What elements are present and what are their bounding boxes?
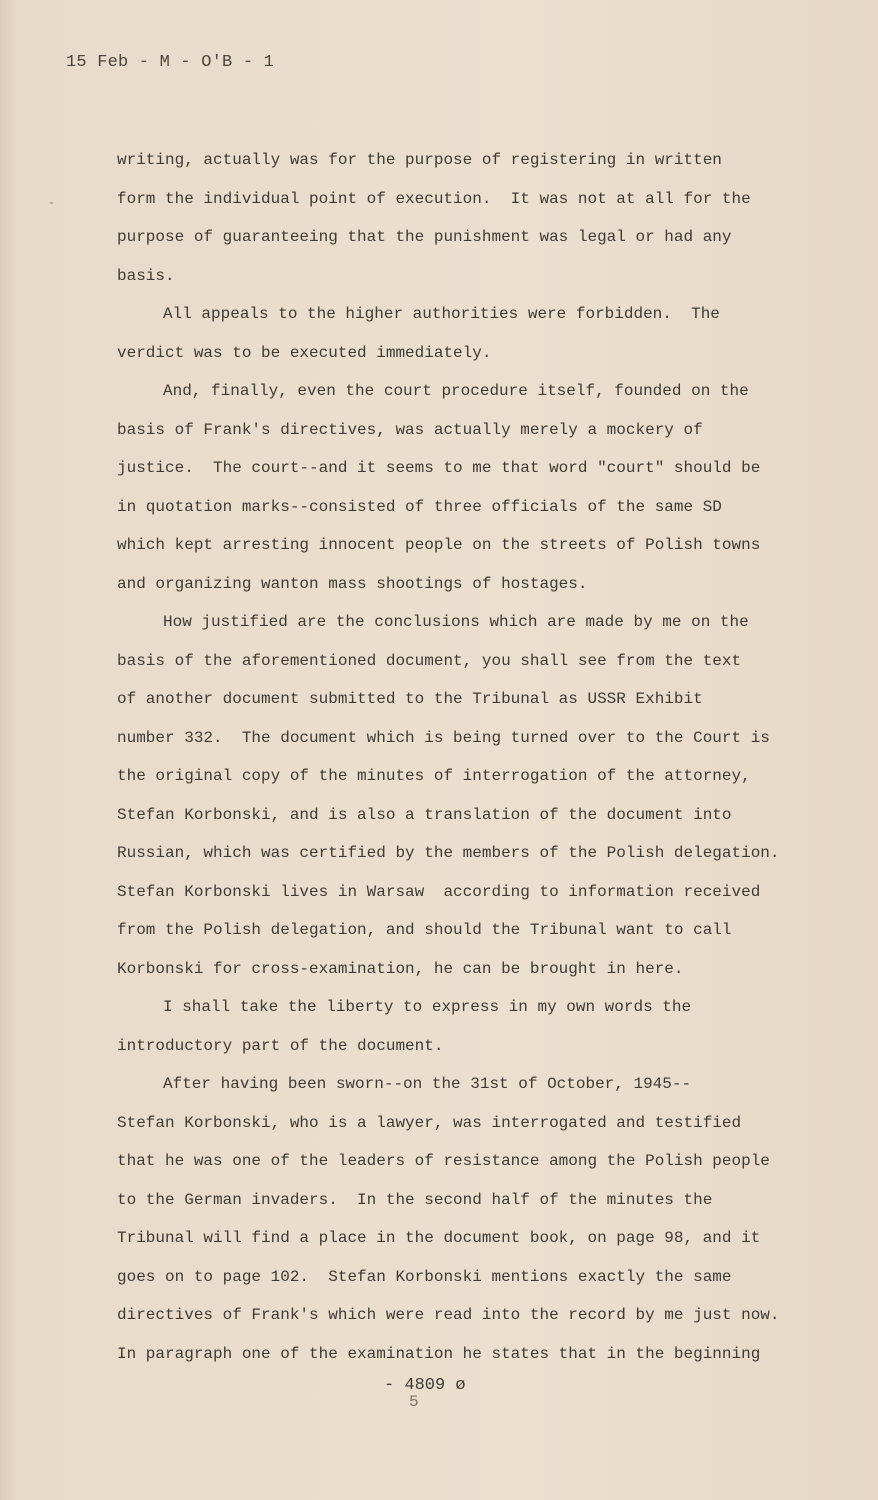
transcript-line: In paragraph one of the examination he states that in the beginning [117, 1344, 761, 1363]
transcript-line: to the German invaders. In the second half of the minutes the [117, 1190, 713, 1209]
transcript-line: in quotation marks--consisted of three officials of the same SD [117, 497, 722, 516]
transcript-line: Korbonski for cross-examination, he can be brought in here. [117, 959, 684, 978]
transcript-line: directives of Frank's which were read into the record by me just now. [117, 1306, 780, 1324]
transcript-line: Stefan Korbonski, and is also a translation of the document into [117, 805, 732, 824]
transcript-line: And, finally, even the court procedure itself, founded on the [163, 382, 749, 400]
transcript-line: of another document submitted to the Tribunal as USSR Exhibit [117, 690, 703, 708]
transcript-line: form the individual point of execution. It was not at all for the [117, 189, 751, 208]
transcript-line: Tribunal will find a place in the document book, on page 98, and it [117, 1229, 761, 1247]
page-number: - 4809 ø [384, 1376, 466, 1395]
margin-mark: - [48, 196, 56, 210]
transcript-line: How justified are the conclusions which are made by me on the [163, 613, 749, 631]
transcript-line: which kept arresting innocent people on the streets of Polish towns [117, 536, 761, 554]
transcript-line: I shall take the liberty to express in my own words the [163, 998, 692, 1016]
transcript-line: writing, actually was for the purpose of registering in written [117, 151, 722, 169]
transcript-line: Russian, which was certified by the members of the Polish delegation. [117, 844, 780, 862]
transcript-line: basis of the aforementioned document, you shall see from the text [117, 651, 742, 670]
transcript-line: basis. [117, 266, 175, 285]
transcript-line: After having been sworn--on the 31st of October, 1945-- [163, 1075, 692, 1093]
transcript-line: goes on to page 102. Stefan Korbonski mentions exactly the same [117, 1267, 732, 1286]
transcript-line: that he was one of the leaders of resistance among the Polish people [117, 1152, 770, 1170]
transcript-line: from the Polish delegation, and should the Tribunal want to call [117, 921, 732, 939]
page-sub-number: 5 [409, 1393, 419, 1411]
transcript-line: the original copy of the minutes of interrogation of the attorney, [117, 767, 751, 785]
transcript-line: justice. The court--and it seems to me that word "court" should be [117, 459, 761, 477]
transcript-line: verdict was to be executed immediately. [117, 343, 492, 362]
transcript-line: Stefan Korbonski lives in Warsaw according to information received [117, 882, 761, 901]
transcript-line: purpose of guaranteeing that the punishment was legal or had any [117, 228, 732, 246]
transcript-body [117, 146, 817, 1378]
transcript-line: basis of Frank's directives, was actually merely a mockery of [117, 420, 703, 439]
transcript-line: and organizing wanton mass shootings of hostages. [117, 574, 588, 593]
document-reference-header: 15 Feb - M - O'B - 1 [66, 53, 275, 72]
transcript-line: All appeals to the higher authorities were forbidden. The [163, 305, 720, 323]
transcript-line: introductory part of the document. [117, 1036, 444, 1055]
transcript-line: Stefan Korbonski, who is a lawyer, was interrogated and testified [117, 1113, 742, 1132]
transcript-line: number 332. The document which is being turned over to the Court is [117, 728, 770, 747]
